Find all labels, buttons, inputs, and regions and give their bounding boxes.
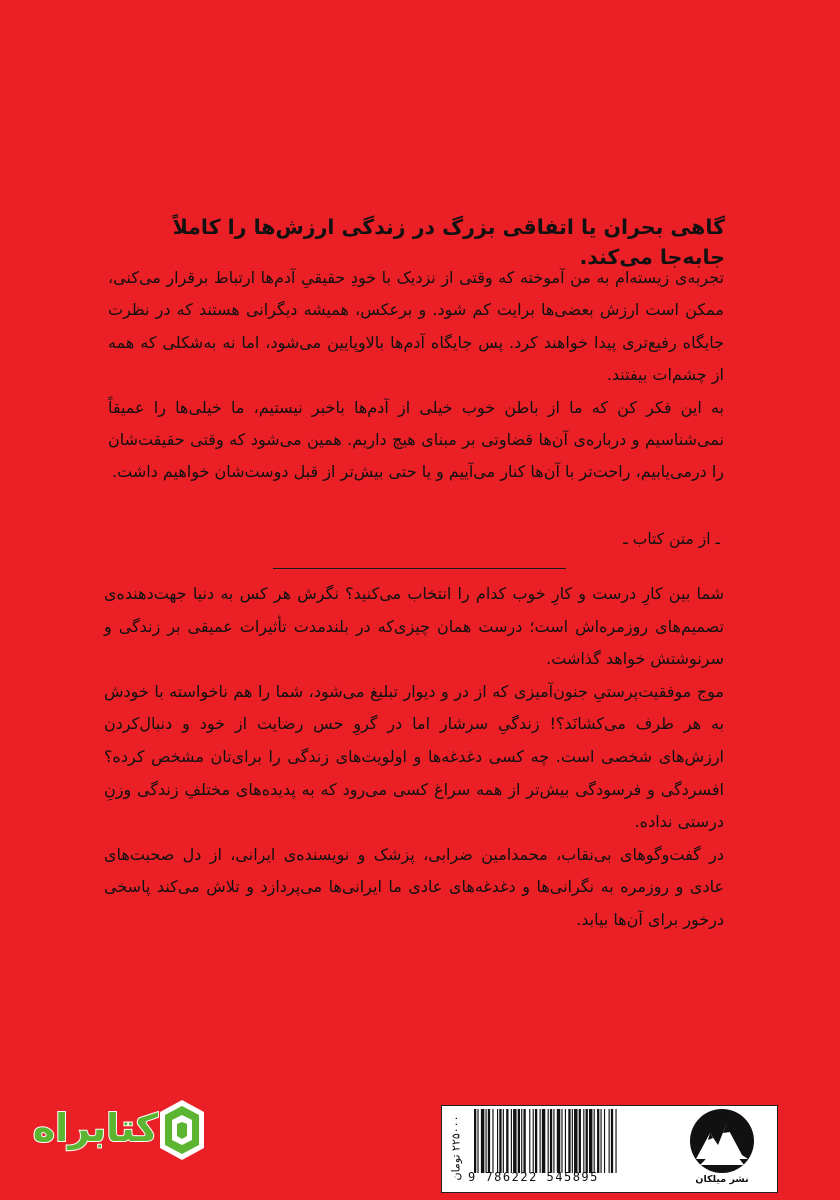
ketabrah-logo xyxy=(34,1098,184,1160)
blurb-paragraph: موج موفقیت‌پرستیِ جنون‌آمیزی که از در و دیوار تبلیغ می‌شود، شما را هم ناخواسته با خودش به هر طرف می‌کشانَد؟! زندگیِ سرشار اما در گروِ حس رضایت از خود و دنبال‌کردن ارزش‌های شخصی است. چه کسی دغدغه‌ها و اولویت‌های زندگی را برای‌تان مشخص کرده؟ افسردگی و فرسودگی بیش‌تر از همه سراغ کسی می‌رود که به پدیده‌های مختلفِ زندگی وزنِ درستی نداده. xyxy=(104,681,724,832)
barcode-bar xyxy=(535,1109,537,1173)
barcode-bar xyxy=(597,1109,599,1173)
headline: گاهی بحران یا اتفاقی بزرگ در زندگی ارزش‌ها را کاملاً جابه‌جا می‌کند. xyxy=(172,215,725,269)
barcode-bar xyxy=(533,1109,534,1173)
barcode-bar xyxy=(601,1109,602,1173)
blurb-paragraph: شما بین کارِ درست و کارِ خوب کدام را انتخاب می‌کنید؟ نگرش هر کس به دنیا جهت‌دهنده‌ی تصمیم‌های روزمره‌اش است؛ درست همان چیزی‌که در بلندمدت تأثیرات عمیقی بر زندگی و سرنوشتش خواهد گذاشت. xyxy=(104,584,724,669)
excerpt-paragraph: به این فکر کن که ما از باطن خوب خیلی از آدم‌ها باخبر نیستیم، ما خیلی‌ها را عمیقاً نمی‌شناسیم و درباره‌ی آن‌ها قضاوتی بر مبنای هیچ داریم. همین می‌شود که وقتی حقیقت‌شان را درمی‌یابیم، راحت‌تر با آن‌ها کنار می‌آییم و یا حتی بیش‌تر از قبل دوست‌شان خواهیم داشت. xyxy=(108,397,724,482)
book-blurb xyxy=(104,578,724,937)
barcode-bar xyxy=(521,1109,522,1173)
barcode-bar xyxy=(511,1109,512,1173)
barcode-bar xyxy=(486,1109,487,1173)
isbn-number: 9 786222 545895 xyxy=(468,1170,599,1184)
barcode-bar xyxy=(477,1109,478,1173)
barcode-bar xyxy=(548,1109,549,1173)
barcode-bar xyxy=(497,1109,498,1173)
publisher-name: نشر میلکان xyxy=(695,1174,749,1185)
barcode-bar xyxy=(474,1109,476,1173)
barcode-bar xyxy=(594,1109,595,1173)
barcode-bar xyxy=(615,1109,616,1173)
barcode-bar xyxy=(579,1109,581,1173)
barcode-bar xyxy=(513,1109,516,1173)
barcode-bar xyxy=(604,1109,605,1173)
barcode-bar xyxy=(503,1109,504,1173)
barcode-bar xyxy=(611,1109,613,1173)
barcode-bar xyxy=(553,1109,554,1173)
barcode-bar xyxy=(506,1109,508,1173)
barcode-bar xyxy=(523,1109,525,1173)
barcode-bar xyxy=(589,1109,592,1173)
barcode-bar xyxy=(586,1109,588,1173)
divider-line xyxy=(273,568,566,569)
mountains-logo-icon xyxy=(690,1109,754,1173)
book-excerpt xyxy=(108,262,724,489)
barcode xyxy=(472,1109,665,1173)
barcode-bar xyxy=(574,1109,577,1173)
barcode-bar xyxy=(561,1109,562,1173)
logo-text: کتابراه xyxy=(32,1106,158,1150)
barcode-bar xyxy=(499,1109,501,1173)
barcode-bar xyxy=(583,1109,584,1173)
barcode-bar xyxy=(492,1109,493,1173)
barcode-bar xyxy=(572,1109,573,1173)
price-text: ۲۲۵۰۰۰ تومان xyxy=(449,1115,463,1181)
excerpt-paragraph: تجربه‌ی زیسته‌ام به من آموخته که وقتی از نزدیک با خودِ حقیقیِ آدم‌ها ارتباط برقرار می‌کنی، ممکن است ارزش بعضی‌ها برایت کم شود. و برعکس، همیشه دیگرانی هستند که در نظرت جایگاه رفیع‌تری پیدا خواهند کرد. پس جایگاه آدم‌ها بالاوپایین می‌شود، اما نه به‌شکلی که همه از چشم‌ات بیفتند. xyxy=(108,268,724,385)
price-label xyxy=(445,1106,467,1190)
barcode-bar xyxy=(529,1109,530,1173)
barcode-bar xyxy=(542,1109,545,1173)
barcode-bar xyxy=(565,1109,566,1173)
barcode-bar xyxy=(488,1109,490,1173)
barcode-bar xyxy=(518,1109,520,1173)
ketabrah-book-icon xyxy=(152,1098,212,1162)
barcode-bar xyxy=(609,1109,610,1173)
barcode-bar xyxy=(550,1109,552,1173)
blurb-paragraph: در گفت‌وگوهای بی‌نقاب، محمدامین ضرابی، پزشک و نویسنده‌ی ایرانی، از دل صحبت‌های عادی و روزمره به نگرانی‌ها و دغدغه‌های عادی ما ایرانی‌ها می‌پردازد و تلاش می‌کند پاسخی درخور برای آن‌ها بیابد. xyxy=(104,844,724,929)
barcode-bar xyxy=(481,1109,484,1173)
excerpt-source: ـ از متن کتاب ـ xyxy=(623,530,720,548)
barcode-bar xyxy=(568,1109,570,1173)
barcode-bar xyxy=(540,1109,541,1173)
barcode-bar xyxy=(557,1109,560,1173)
publisher-logo xyxy=(672,1107,772,1189)
